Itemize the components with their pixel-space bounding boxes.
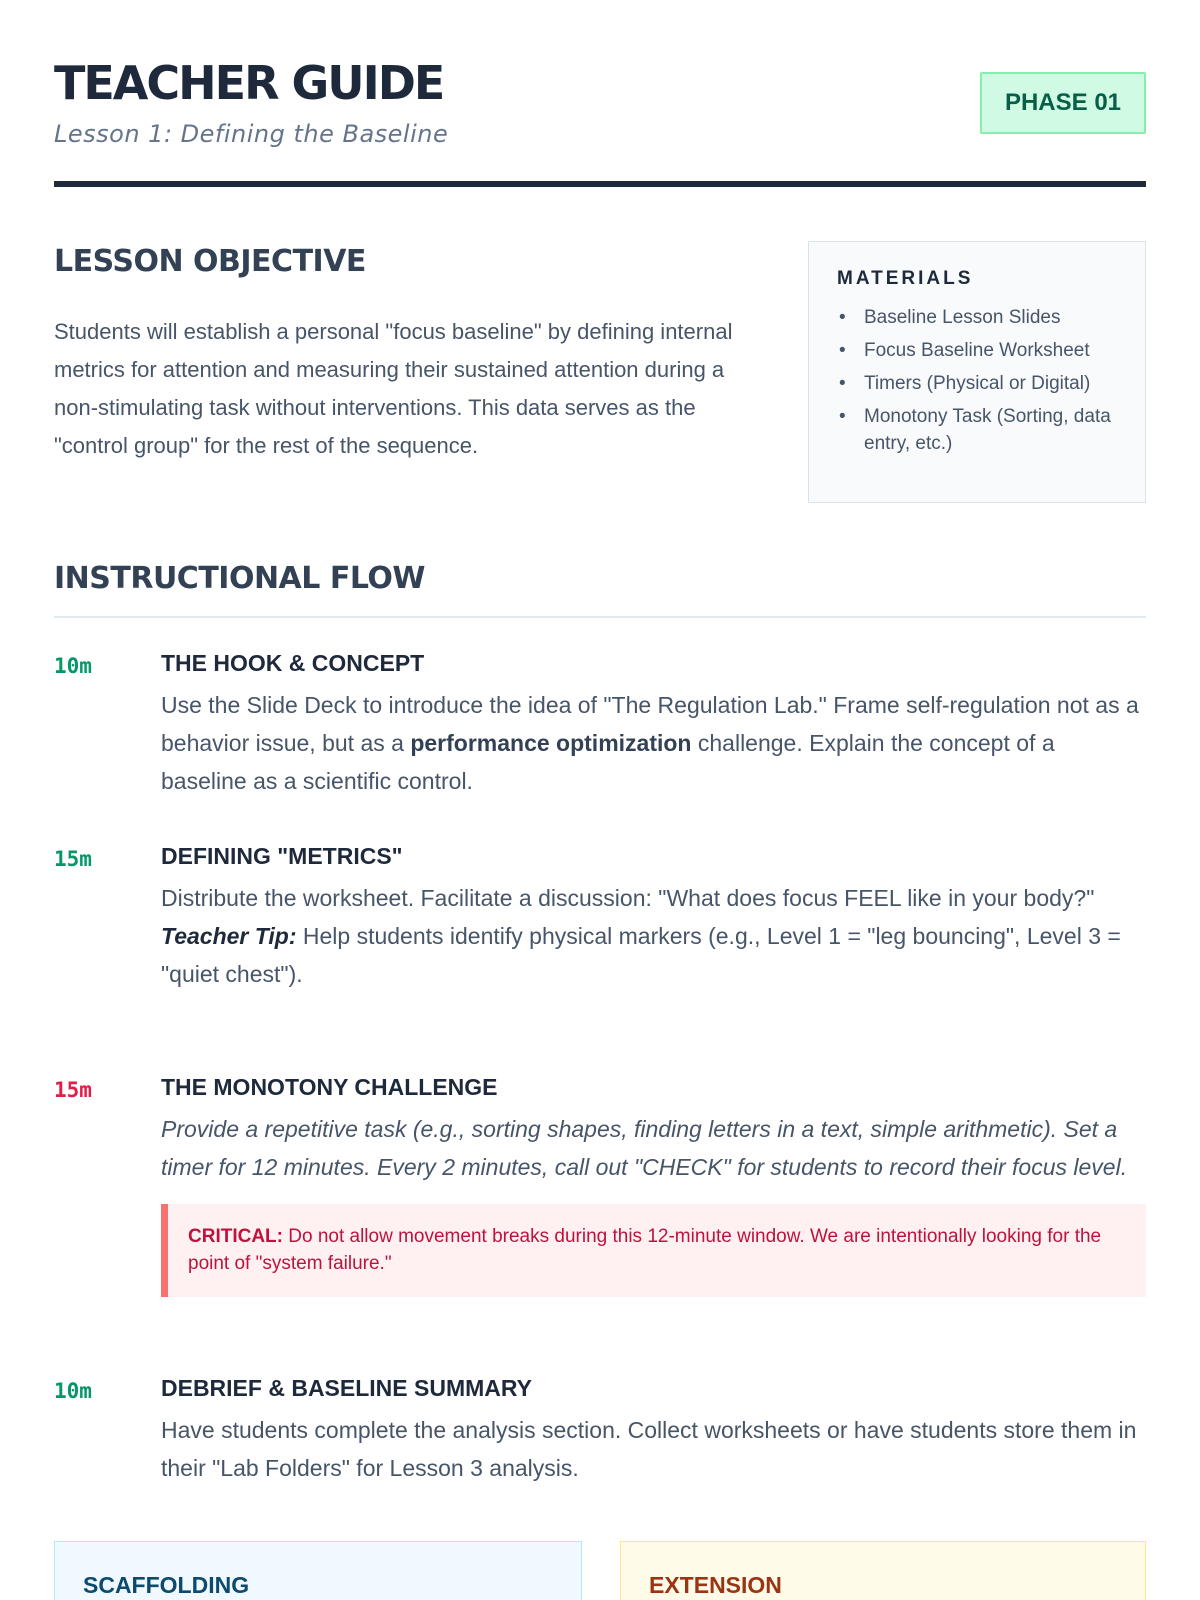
header-divider (54, 181, 1146, 187)
step-duration: 15m (54, 1078, 92, 1102)
objective-text: Students will establish a personal "focus baseline" by defining internal metrics for attention and measuring their sustained attention during a non-stimulating task without interventions. This data serves as the "control group" for the rest of the sequence. (54, 319, 733, 458)
critical-callout (161, 1204, 1146, 1297)
step-duration: 10m (54, 1379, 92, 1403)
objective-heading: LESSON OBJECTIVE (54, 244, 366, 279)
bullet-icon: • (839, 340, 846, 361)
step-body (161, 648, 1146, 800)
materials-item-text: Timers (Physical or Digital) (864, 373, 1091, 394)
extension-card (620, 1541, 1146, 1600)
step-duration: 15m (54, 847, 92, 871)
teacher-tip-text: Help students identify physical markers (e.g., Level 1 = "leg bouncing", Level 3 = "quiet chest"). (161, 923, 1121, 987)
page-title: TEACHER GUIDE (54, 56, 444, 110)
scaffolding-card (54, 1541, 582, 1600)
step-text (161, 686, 1146, 800)
step-body (161, 1373, 1146, 1487)
step-text-emphasis: performance optimization (410, 730, 692, 756)
materials-heading: MATERIALS (837, 268, 974, 289)
extension-title: EXTENSION (649, 1572, 782, 1598)
teacher-tip (161, 917, 1146, 993)
materials-item (837, 337, 1119, 364)
materials-box (808, 241, 1146, 503)
teacher-tip-label: Teacher Tip: (161, 923, 297, 949)
step-body (161, 841, 1146, 993)
guide-header (54, 0, 1146, 190)
step-text-part: challenge. Explain the concept of a baseline as a scientific control. (161, 730, 1055, 794)
materials-item (837, 304, 1119, 331)
step-title: DEBRIEF & BASELINE SUMMARY (161, 1375, 532, 1401)
materials-item-text: Monotony Task (Sorting, data entry, etc.) (864, 406, 1111, 454)
materials-item-text: Baseline Lesson Slides (864, 307, 1061, 328)
step-title: THE MONOTONY CHALLENGE (161, 1074, 498, 1100)
lesson-subtitle: Lesson 1: Defining the Baseline (54, 120, 449, 148)
step-text-part: Use the Slide Deck to introduce the idea of "The Regulation Lab." Frame self-regulation not as a behavior issue, but as a (161, 692, 1139, 756)
step-text: Distribute the worksheet. Facilitate a discussion: "What does focus FEEL like in your body?" (161, 885, 1095, 911)
scaffolding-title: SCAFFOLDING (83, 1572, 250, 1598)
flow-heading: INSTRUCTIONAL FLOW (54, 561, 425, 596)
step-title: DEFINING "METRICS" (161, 843, 403, 869)
materials-item (837, 370, 1119, 397)
bullet-icon: • (839, 406, 846, 427)
critical-text: Do not allow movement breaks during this 12-minute window. We are intentionally looking for the point of "system failure." (188, 1226, 1102, 1274)
flow-divider (54, 616, 1146, 618)
bullet-icon: • (839, 307, 846, 328)
step-body (161, 1072, 1146, 1297)
phase-badge: PHASE 01 (980, 72, 1146, 134)
critical-label: CRITICAL: (188, 1226, 283, 1247)
step-title: THE HOOK & CONCEPT (161, 650, 425, 676)
materials-item-text: Focus Baseline Worksheet (864, 340, 1090, 361)
step-duration: 10m (54, 654, 92, 678)
bullet-icon: • (839, 373, 846, 394)
materials-item (837, 403, 1119, 457)
step-text: Have students complete the analysis section. Collect worksheets or have students store them in their "Lab Folders" for Lesson 3 analysis. (161, 1417, 1137, 1481)
materials-list (837, 304, 1119, 457)
step-text: Provide a repetitive task (e.g., sorting shapes, finding letters in a text, simple arithmetic). Set a timer for 12 minutes. Every 2 minutes, call out "CHECK" for students to record their focus level. (161, 1116, 1128, 1180)
